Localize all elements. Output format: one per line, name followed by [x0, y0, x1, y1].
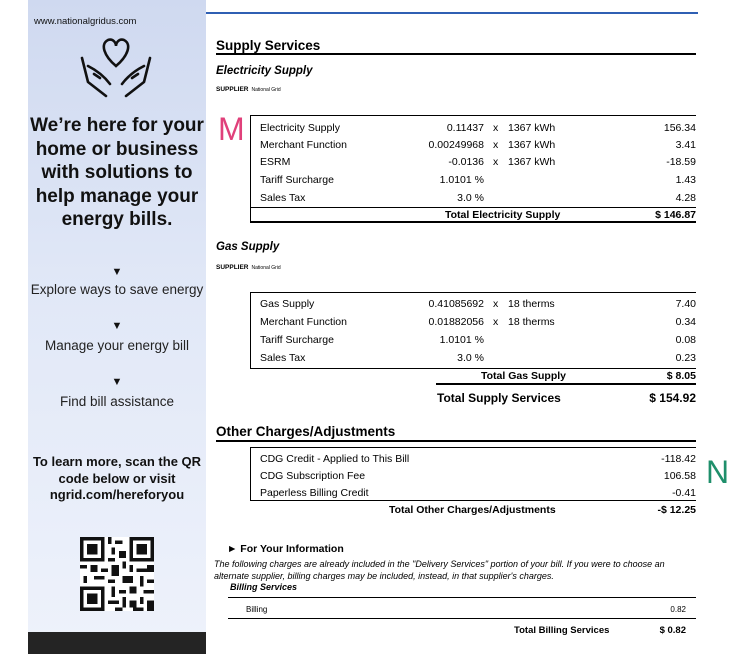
total-other-amount: -$ 12.25	[657, 504, 696, 516]
fyi-text: The following charges are already included in the "Delivery Services" portion of your bill. If you were to choose an alternate supplier, billing charges may be included, instead, in that supplier's charges.	[214, 559, 665, 581]
billing-label: Billing	[246, 605, 268, 614]
promo-tagline: We’re here for your home or business with solutions to help manage your energy bills.	[30, 115, 204, 230]
divider	[250, 292, 251, 369]
divider	[216, 53, 696, 55]
annotation-n: N	[706, 454, 730, 490]
arrow-down-icon: ▼	[111, 266, 123, 278]
divider	[250, 115, 251, 221]
divider	[250, 292, 696, 293]
sidebar-footer-bar	[28, 632, 206, 654]
supply-services-title: Supply Services	[216, 38, 321, 53]
gas-supply-title: Gas Supply	[216, 241, 280, 253]
billing-amount: 0.82	[670, 605, 686, 614]
total-electricity-amount: $ 146.87	[655, 209, 696, 221]
supplier-name: National Grid	[251, 265, 281, 271]
promo-sidebar	[28, 0, 206, 650]
total-other-label: Total Other Charges/Adjustments	[389, 504, 556, 516]
electricity-supply-title: Electricity Supply	[216, 65, 313, 77]
divider	[228, 618, 696, 619]
supplier-name: National Grid	[251, 87, 281, 93]
divider	[250, 447, 251, 501]
qr-code-icon[interactable]	[80, 537, 154, 611]
divider	[250, 447, 696, 448]
explore-save-energy-link[interactable]: Explore ways to save energy	[30, 282, 204, 297]
divider	[250, 500, 696, 501]
learn-more-text: To learn more, scan the QR code below or visit ngrid.com/hereforyou	[32, 454, 202, 502]
billing-total-label: Total Billing Services	[514, 625, 610, 636]
divider	[250, 115, 696, 116]
divider	[250, 221, 696, 223]
billing-services-title: Billing Services	[230, 582, 298, 592]
other-charges-title: Other Charges/Adjustments	[216, 424, 396, 439]
total-gas-amount: $ 8.05	[666, 370, 696, 382]
total-supply-amount: $ 154.92	[649, 391, 696, 405]
heart-hands-icon	[76, 36, 156, 100]
supplier-label: SUPPLIER National Grid	[216, 86, 281, 93]
total-supply-label: Total Supply Services	[437, 391, 561, 405]
divider	[250, 207, 696, 208]
supplier-label: SUPPLIER National Grid	[216, 264, 281, 271]
billing-total-amount: $ 0.82	[659, 625, 686, 636]
total-gas-label: Total Gas Supply	[481, 370, 566, 382]
bill-assistance-link[interactable]: Find bill assistance	[59, 394, 175, 409]
annotation-m: M	[218, 111, 245, 147]
divider	[216, 440, 696, 442]
arrow-down-icon: ▼	[111, 320, 123, 332]
arrow-down-icon: ▼	[111, 376, 123, 388]
divider	[250, 368, 696, 369]
total-electricity-label: Total Electricity Supply	[445, 209, 561, 221]
header-accent-rule	[206, 12, 698, 14]
manage-bill-link[interactable]: Manage your energy bill	[44, 338, 190, 353]
site-url[interactable]: www.nationalgridus.com	[34, 16, 137, 27]
divider	[436, 383, 696, 385]
fyi-heading: ► For Your Information	[227, 543, 344, 555]
divider	[228, 597, 696, 598]
